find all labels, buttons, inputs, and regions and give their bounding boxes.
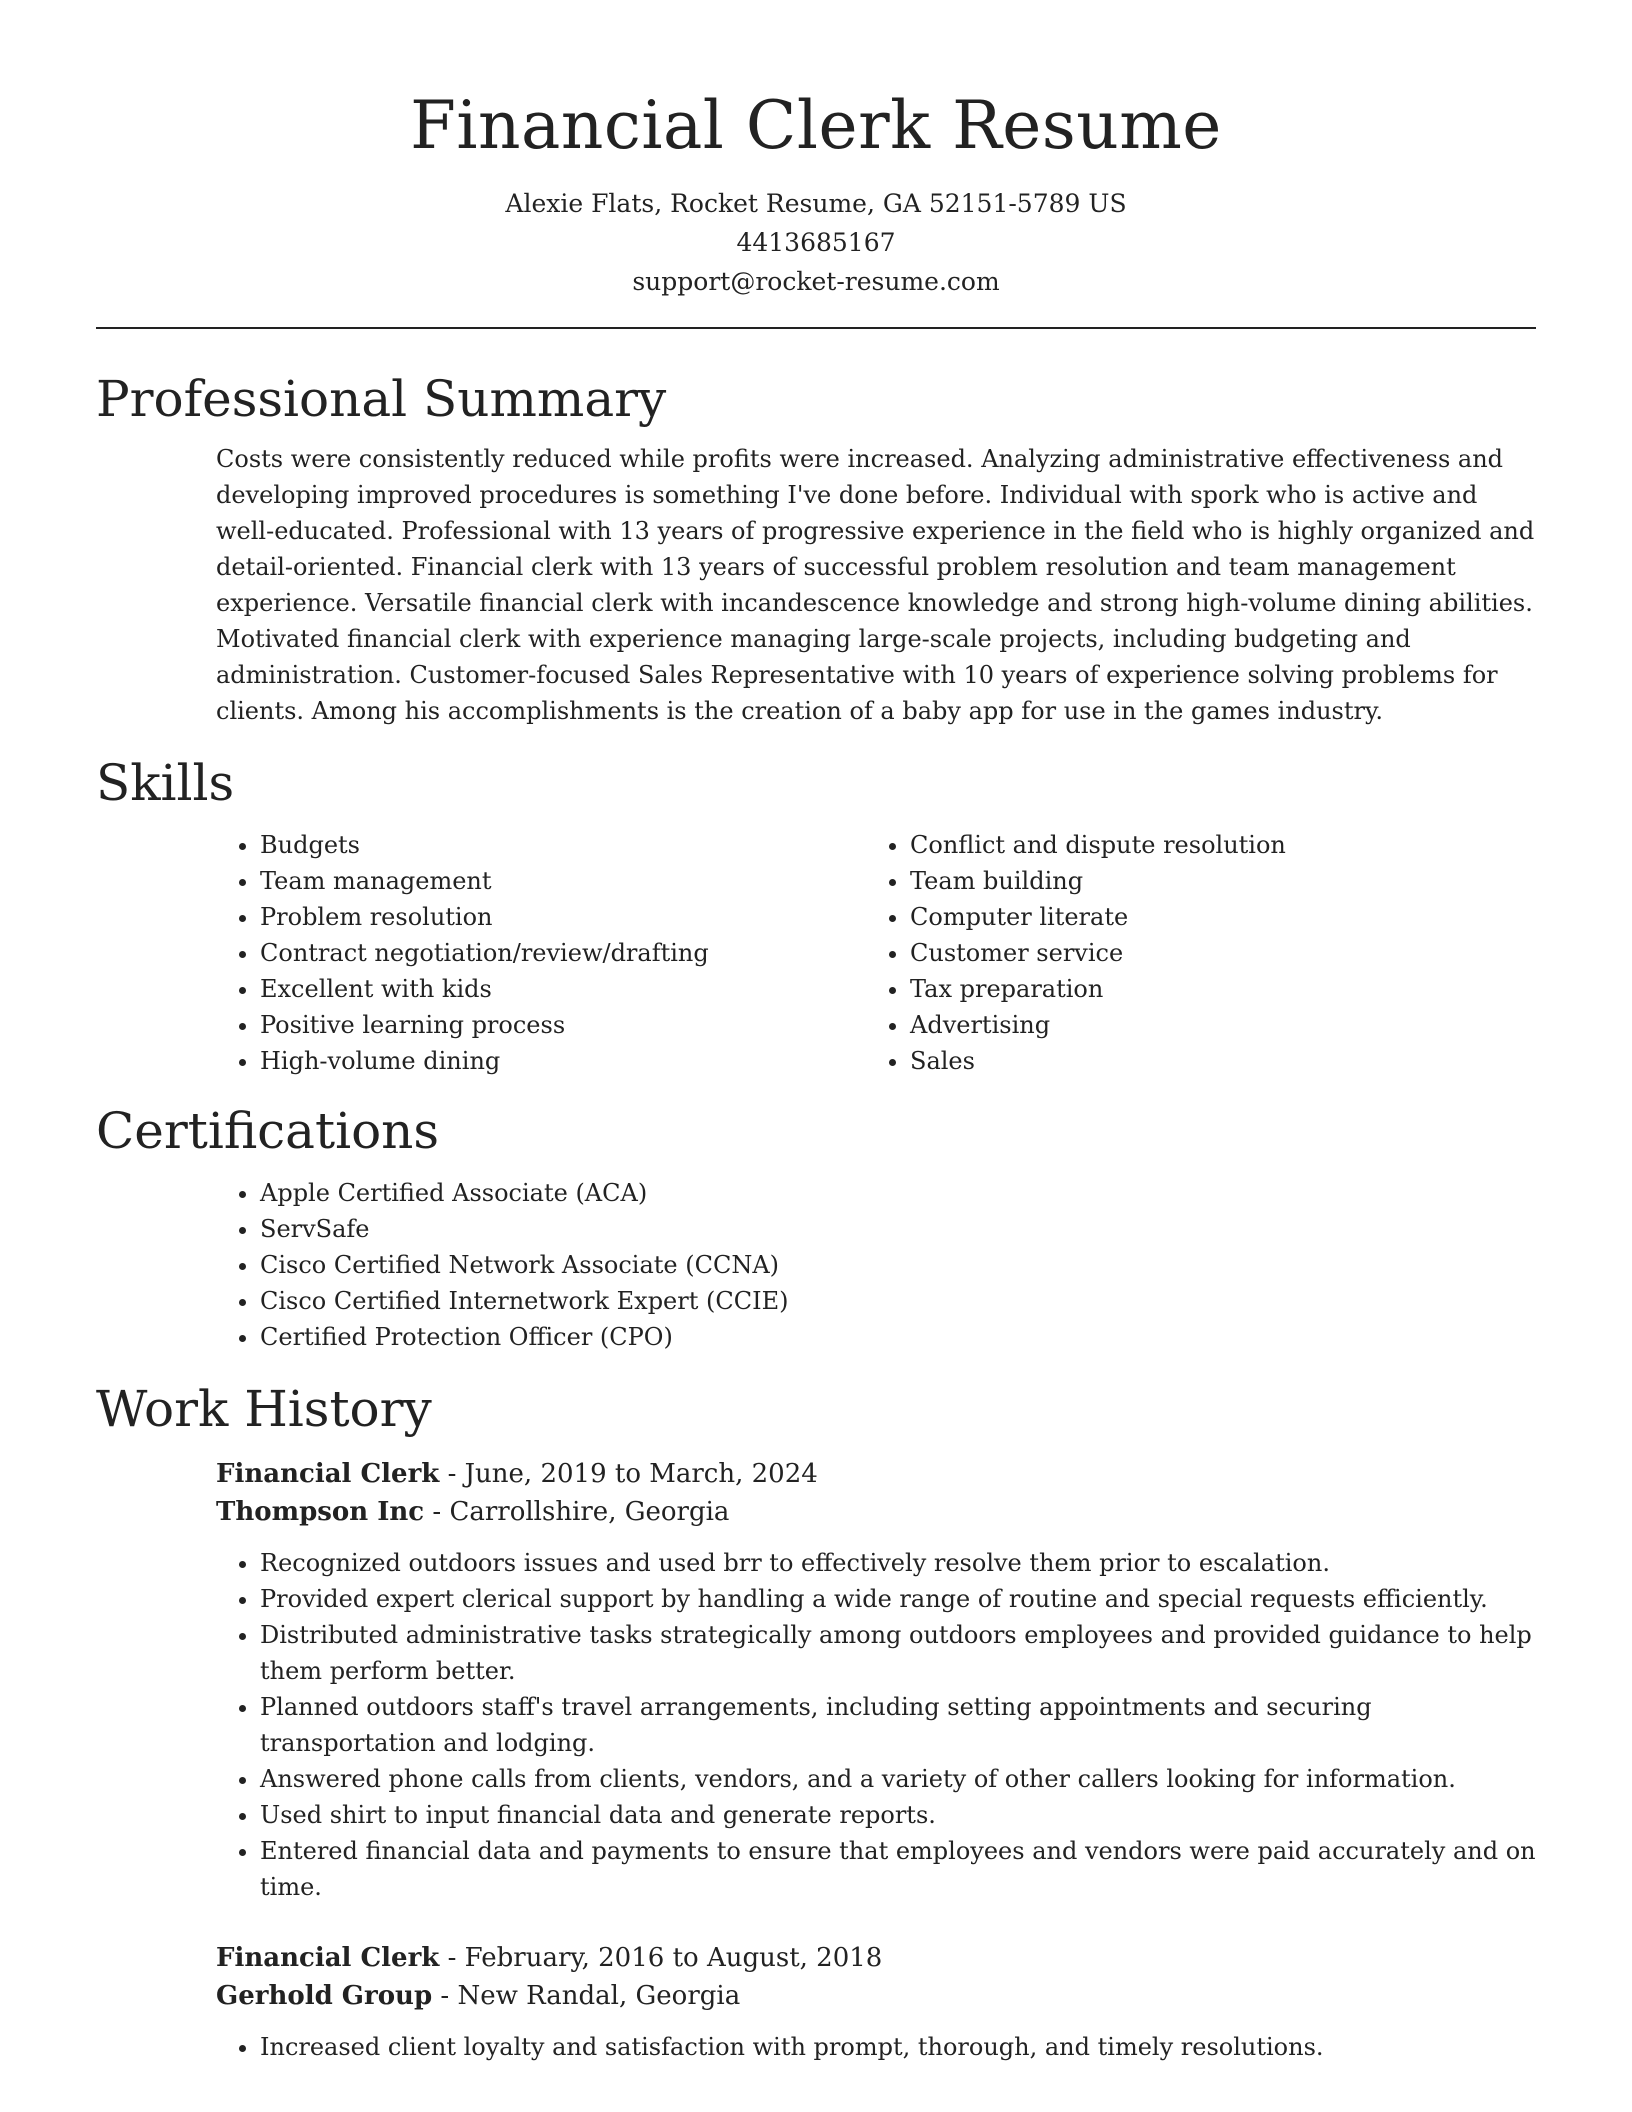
skills-list-right <box>866 827 1516 1079</box>
resume-header <box>96 0 1536 301</box>
job-duty: • Distributed administrative tasks strategically among outdoors employees and provided guidance to help them perform better. <box>260 1617 1536 1689</box>
job-duty: • Recognized outdoors issues and used brr to effectively resolve them prior to escalation. <box>260 1545 1536 1581</box>
job-location: - Carrollshire, Georgia <box>424 1497 730 1527</box>
certification-item: • Certified Protection Officer (CPO) <box>260 1319 1536 1355</box>
summary-section <box>96 367 1536 729</box>
certifications-heading: Certifications <box>96 1102 440 1160</box>
certification-item: • ServSafe <box>260 1211 1536 1247</box>
job-company-line <box>216 1977 1536 2015</box>
work-history-heading: Work History <box>96 1380 432 1438</box>
job-company: Thompson Inc <box>216 1497 425 1527</box>
summary-heading: Professional Summary <box>96 370 667 428</box>
skill-item: • Computer literate <box>910 899 1516 935</box>
header-divider <box>96 327 1536 329</box>
skill-item: • Tax preparation <box>910 971 1516 1007</box>
skill-item: • Sales <box>910 1043 1516 1079</box>
job-entry <box>216 1939 1536 2065</box>
certification-item: • Cisco Certified Internetwork Expert (CCIE) <box>260 1283 1536 1319</box>
skill-item: • Customer service <box>910 935 1516 971</box>
skill-item: • Positive learning process <box>260 1007 866 1043</box>
certification-item: • Cisco Certified Network Associate (CCNA) <box>260 1247 1536 1283</box>
certifications-section <box>96 1099 1536 1355</box>
job-role: Financial Clerk <box>216 1943 440 1973</box>
contact-phone: 4413685167 <box>736 228 896 257</box>
skill-item: • Problem resolution <box>260 899 866 935</box>
skill-item: • Conflict and dispute resolution <box>910 827 1516 863</box>
job-duty: • Entered financial data and payments to ensure that employees and vendors were paid accurately and on time. <box>260 1833 1536 1905</box>
skill-item: • Excellent with kids <box>260 971 866 1007</box>
skill-item: • Contract negotiation/review/drafting <box>260 935 866 971</box>
job-company-line <box>216 1493 1536 1531</box>
job-duties-list <box>216 1545 1536 1905</box>
job-title-line <box>216 1455 1536 1493</box>
skills-section <box>96 751 1536 1079</box>
work-history-section <box>96 1377 1536 2065</box>
contact-email: support@rocket-resume.com <box>632 267 1000 296</box>
skills-heading: Skills <box>96 754 235 812</box>
certification-item: • Apple Certified Associate (ACA) <box>260 1175 1536 1211</box>
skills-list-left <box>216 827 866 1079</box>
skill-item: • Advertising <box>910 1007 1516 1043</box>
job-duty: • Answered phone calls from clients, vendors, and a variety of other callers looking for information. <box>260 1761 1536 1797</box>
job-dates: - February, 2016 to August, 2018 <box>439 1943 883 1973</box>
job-location: - New Randal, Georgia <box>432 1981 741 2011</box>
certifications-list <box>216 1175 1536 1355</box>
summary-text: Costs were consistently reduced while profits were increased. Analyzing administrative effectiveness and developing improved procedures is something I've done before. Individual with spork who is active and well-educated. Professional with 13 years of progressive experience in the field who is highly organized and detail-oriented. Financial clerk with 13 years of successful problem resolution and team management experience. Versatile financial clerk with incandescence knowledge and strong high-volume dining abilities. Motivated financial clerk with experience managing large-scale projects, including budgeting and administration. Customer-focused Sales Representative with 10 years of experience solving problems for clients. Among his accomplishments is the creation of a baby app for use in the games industry. <box>216 445 1535 725</box>
job-duties-list <box>216 2029 1536 2065</box>
skill-item: • High-volume dining <box>260 1043 866 1079</box>
skills-grid <box>216 827 1536 1079</box>
skill-item: • Team management <box>260 863 866 899</box>
contact-address: Alexie Flats, Rocket Resume, GA 52151-5789 US <box>505 189 1127 218</box>
skill-item: • Team building <box>910 863 1516 899</box>
job-duty: • Increased client loyalty and satisfaction with prompt, thorough, and timely resolutions. <box>260 2029 1536 2065</box>
job-duty: • Used shirt to input financial data and generate reports. <box>260 1797 1536 1833</box>
job-dates: - June, 2019 to March, 2024 <box>439 1459 818 1489</box>
job-title-line <box>216 1939 1536 1977</box>
job-duty: • Planned outdoors staff's travel arrangements, including setting appointments and securing transportation and lodging. <box>260 1689 1536 1761</box>
job-role: Financial Clerk <box>216 1459 440 1489</box>
job-entry <box>216 1455 1536 1905</box>
job-duty: • Provided expert clerical support by handling a wide range of routine and special requests efficiently. <box>260 1581 1536 1617</box>
resume-title: Financial Clerk Resume <box>410 87 1222 164</box>
job-company: Gerhold Group <box>216 1981 433 2011</box>
contact-info <box>96 184 1536 301</box>
skill-item: • Budgets <box>260 827 866 863</box>
